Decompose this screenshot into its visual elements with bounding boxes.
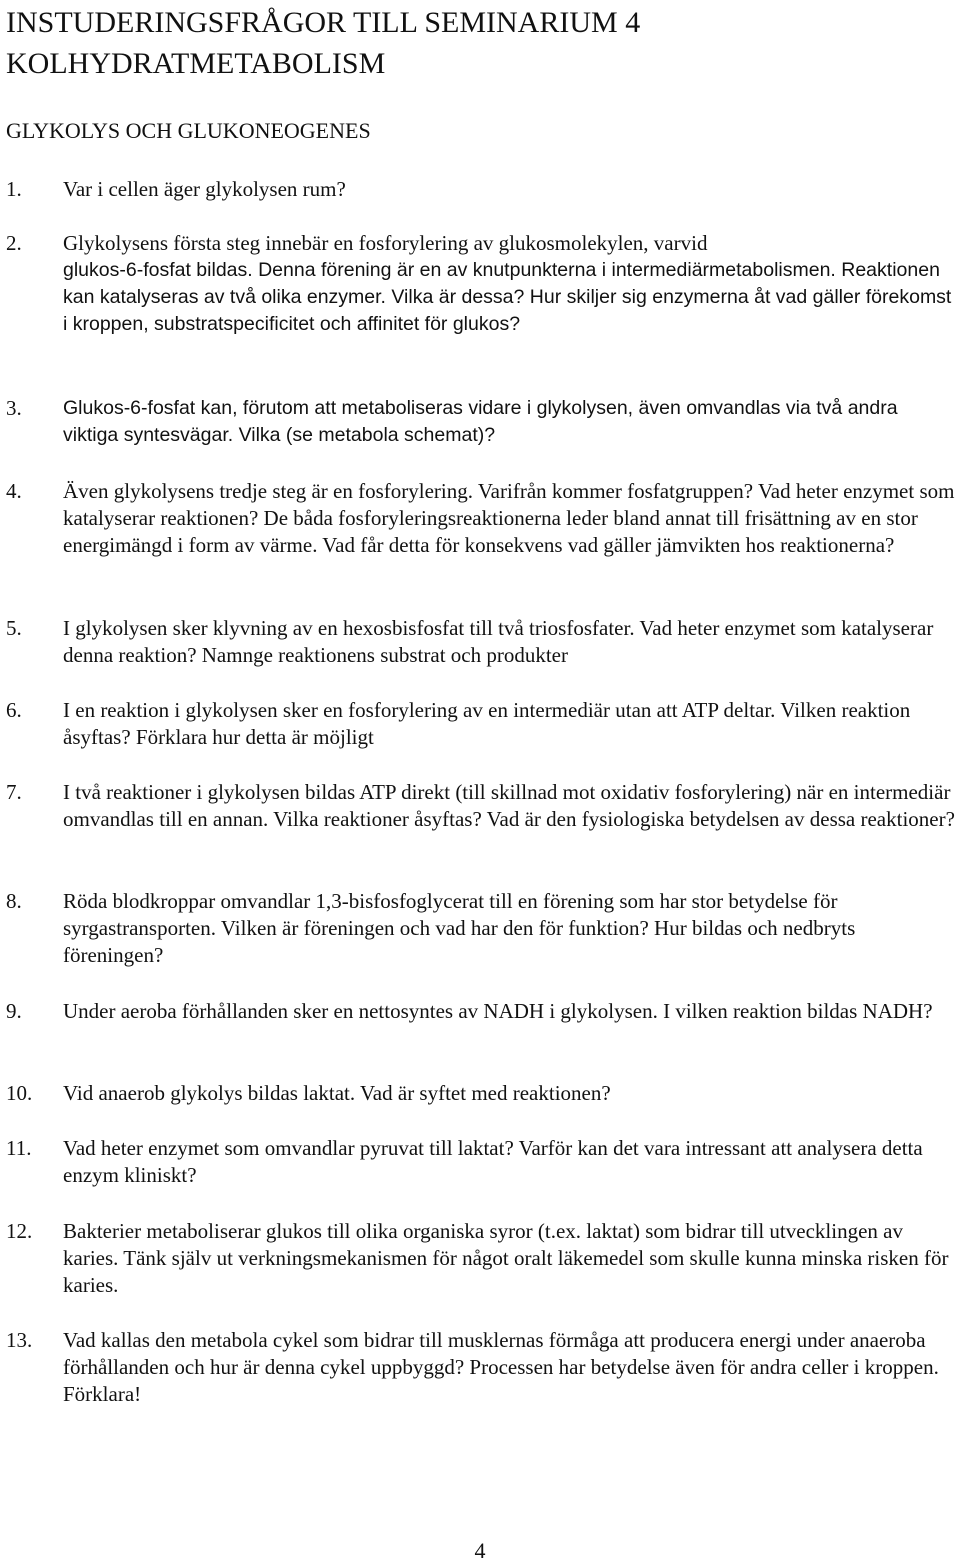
question-number: 9. (6, 999, 22, 1023)
question-text: Vad heter enzymet som omvandlar pyruvat till laktat? Varför kan det vara intressant att analysera detta enzym kliniskt? (63, 1136, 923, 1187)
question-number: 10. (6, 1081, 33, 1105)
question-text: Även glykolysens tredje steg är en fosforylering. Varifrån kommer fosfatgruppen? Vad heter enzymet som katalyserar reaktionen? De båda fosforyleringsreaktionerna leder bland annat till frisättning av en stor energimängd i form av värme. Vad får detta för konsekvens vad gäller jämvikten hos reaktionerna? (63, 479, 955, 557)
question-text: Vid anaerob glykolys bildas laktat. Vad är syftet med reaktionen? (63, 1081, 611, 1105)
question-text: I två reaktioner i glykolysen bildas ATP direkt (till skillnad mot oxidativ fosforylering) när en intermediär omvandlas till en annan. Vilka reaktioner åsyftas? Vad är den fysiologiska betydelsen av dessa reaktioner? (63, 780, 955, 831)
question-text: Var i cellen äger glykolysen rum? (63, 177, 346, 201)
question-number: 7. (6, 780, 22, 804)
question-text: I glykolysen sker klyvning av en hexosbisfosfat till två triosfosfater. Vad heter enzymet som katalyserar denna reaktion? Namnge reaktionens substrat och produkter (63, 616, 934, 667)
question-number: 8. (6, 889, 22, 913)
question-text-first-line: Glykolysens första steg innebär en fosforylering av glukosmolekylen, varvid (63, 231, 708, 255)
question-text: Röda blodkroppar omvandlar 1,3-bisfosfoglycerat till en förening som har stor betydelse för syrgastransporten. Vilken är föreningen och vad har den för funktion? Hur bildas och nedbryts föreningen? (63, 889, 856, 967)
question-number: 11. (6, 1136, 32, 1160)
question-number: 6. (6, 698, 22, 722)
question-number: 4. (6, 479, 22, 503)
question-text-rest: glukos-6-fosfat bildas. Denna förening är en av knutpunkterna i intermediärmetabolismen. Reaktionen kan katalyseras av två olika enzymer. Vilka är dessa? Hur skiljer sig enzymerna åt vad gäller förekomst i kroppen, substratspecificitet och affinitet för glukos? (63, 259, 952, 335)
page-number: 4 (474, 1538, 486, 1563)
question-number: 5. (6, 616, 22, 640)
document-title-line-1: INSTUDERINGSFRÅGOR TILL SEMINARIUM 4 (6, 6, 641, 39)
document-title-line-2: KOLHYDRATMETABOLISM (6, 47, 386, 80)
question-text: Bakterier metaboliserar glukos till olika organiska syror (t.ex. laktat) som bidrar till utvecklingen av karies. Tänk själv ut verkningsmekanismen för något oralt läkemedel som skulle kunna minska risken för karies. (63, 1219, 949, 1297)
section-heading: GLYKOLYS OCH GLUKONEOGENES (6, 118, 371, 143)
question-text: Vad kallas den metabola cykel som bidrar till musklernas förmåga att producera energi under anaeroba förhållanden och hur är denna cykel uppbyggd? Processen har betydelse även för andra celler i kroppen. Förklara! (63, 1328, 939, 1406)
question-text: Glukos-6-fosfat kan, förutom att metaboliseras vidare i glykolysen, även omvandlas via två andra viktiga syntesvägar. Vilka (se metabola schemat)? (63, 397, 898, 446)
question-number: 2. (6, 231, 22, 255)
question-text: I en reaktion i glykolysen sker en fosforylering av en intermediär utan att ATP deltar. Vilken reaktion åsyftas? Förklara hur detta är möjligt (63, 698, 911, 749)
question-text: Under aeroba förhållanden sker en nettosyntes av NADH i glykolysen. I vilken reaktion bildas NADH? (63, 999, 933, 1023)
question-number: 13. (6, 1328, 33, 1352)
document-title (6, 2, 946, 84)
question-number: 3. (6, 396, 22, 420)
question-text (63, 230, 956, 338)
question-number: 12. (6, 1219, 33, 1243)
question-number: 1. (6, 177, 22, 201)
